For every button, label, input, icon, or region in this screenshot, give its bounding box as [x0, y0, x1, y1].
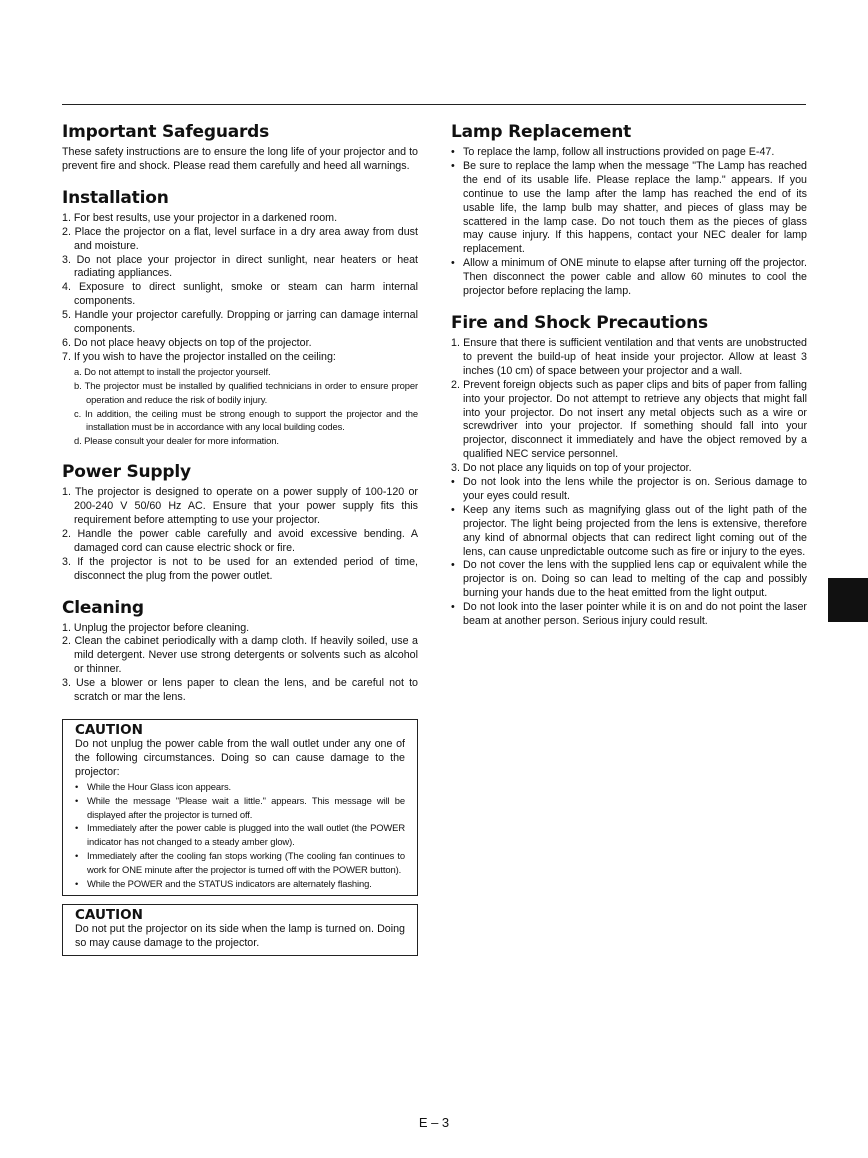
bullet-icon: • — [75, 780, 79, 792]
heading-installation: Installation — [62, 187, 169, 208]
list-item — [451, 146, 807, 160]
section-fire-shock — [451, 313, 807, 629]
list-item: 2. Handle the power cable carefully and avoid excessive bending. A damaged cord can cause electric shock or fire. — [62, 527, 418, 554]
list-item — [451, 257, 807, 299]
section-thumb-tab — [828, 578, 868, 622]
top-rule — [62, 104, 806, 105]
section-important-safeguards — [62, 122, 418, 174]
list-item — [75, 877, 405, 891]
bullet-text: Do not cover the lens with the supplied lens cap or equivalent while the projector is on. Doing so can lead to melting of the cap and possibly burning your hands due to the heat emitted from the light output. — [463, 559, 807, 600]
list-item — [451, 160, 807, 257]
bullet-icon: • — [75, 794, 79, 806]
fire-list — [451, 337, 807, 476]
list-item: 6. Do not place heavy objects on top of the projector. — [62, 336, 312, 349]
heading-cleaning: Cleaning — [62, 597, 144, 618]
list-item: 3. Do not place your projector in direct sunlight, near heaters or heat radiating appliances. — [62, 253, 418, 280]
list-item: 4. Exposure to direct sunlight, smoke or steam can harm internal components. — [62, 281, 418, 308]
bullet-text: While the POWER and the STATUS indicators are alternately flashing. — [87, 878, 372, 890]
bullet-icon: • — [75, 850, 79, 862]
bullet-icon: • — [451, 159, 455, 172]
caution-text: Do not put the projector on its side when the lamp is turned on. Doing so may cause damage to the projector. — [75, 922, 405, 949]
section-lamp-replacement — [451, 122, 807, 299]
list-item — [451, 601, 807, 629]
lamp-bullets — [451, 146, 807, 299]
ceiling-sublist — [62, 365, 418, 448]
heading-fire-shock: Fire and Shock Precautions — [451, 312, 708, 333]
heading-lamp-replacement: Lamp Replacement — [451, 122, 632, 142]
bullet-text: While the message "Please wait a little." appears. This message will be displayed after the projector is turned off. — [87, 794, 405, 820]
left-column — [62, 122, 418, 964]
right-column — [451, 122, 807, 643]
fire-bullets — [451, 476, 807, 629]
list-item: 1. Unplug the projector before cleaning. — [62, 621, 250, 634]
installation-list — [62, 212, 418, 365]
bullet-text: Immediately after the cooling fan stops working (The cooling fan continues to work for ONE minute after the projector is turned off with the POWER button). — [87, 850, 405, 876]
caution-text: Do not unplug the power cable from the wall outlet under any one of the following circumstances. Doing so can cause damage to the projector: — [75, 738, 405, 778]
bullet-icon: • — [75, 878, 79, 890]
sub-list-item: d. Please consult your dealer for more information. — [74, 435, 279, 447]
caution-bullets — [75, 780, 405, 891]
list-item: 7. If you wish to have the projector installed on the ceiling: — [62, 350, 336, 363]
list-item: 2. Prevent foreign objects such as paper clips and bits of paper from falling into your projector. Do not attempt to retrieve any objects that might fall into your projector. Do not insert any metal objects such as a wire or screwdriver into your projector. If something should fall into your projector, disconnect it immediately and have the object removed by a qualified NEC service personnel. — [451, 378, 807, 461]
bullet-icon: • — [451, 257, 455, 270]
list-item: 1. The projector is designed to operate on a power supply of 100-120 or 200-240 V 50/60 Hz AC. Ensure that your power supply fits this requirement before attempting to use your projector. — [62, 486, 418, 527]
bullet-icon: • — [451, 559, 455, 572]
list-item — [75, 780, 405, 794]
list-item: 1. For best results, use your projector in a darkened room. — [62, 211, 338, 224]
bullet-text: To replace the lamp, follow all instructions provided on page E-47. — [463, 146, 775, 158]
bullet-text: While the Hour Glass icon appears. — [87, 780, 232, 792]
cleaning-list — [62, 622, 418, 705]
list-item — [451, 559, 807, 601]
caution-heading: CAUTION — [75, 722, 143, 738]
sub-list-item: a. Do not attempt to install the projector yourself. — [74, 365, 271, 377]
bullet-icon: • — [451, 146, 455, 158]
list-item — [451, 476, 807, 504]
sub-list-item: b. The projector must be installed by qualified technicians in order to ensure proper operation and reduce the risk of bodily injury. — [74, 379, 418, 405]
bullet-icon: • — [451, 503, 455, 516]
list-item: 3. Do not place any liquids on top of your projector. — [451, 462, 692, 475]
bullet-text: Immediately after the power cable is plugged into the wall outlet (the POWER indicator has not changed to a steady amber glow). — [87, 822, 405, 848]
safeguards-text: These safety instructions are to ensure the long life of your projector and to prevent fire and shock. Please read them carefully and heed all warnings. — [62, 146, 418, 172]
list-item: 2. Place the projector on a flat, level surface in a dry area away from dust and moisture. — [62, 225, 418, 252]
bullet-text: Be sure to replace the lamp when the message "The Lamp has reached the end of its usable life. Please replace the lamp." appears. If you continue to use the lamp after the lamp has reached the end of its usable life, the lamp bulb may shatter, and pieces of glass may be scattered in the lamp case. Do not touch them as the pieces of glass may cause injury. If this happens, contact your NEC dealer for lamp replacement. — [463, 159, 807, 256]
bullet-text: Do not look into the laser pointer while it is on and do not point the laser beam at another person. Serious injury could result. — [463, 601, 807, 628]
sub-list-item: c. In addition, the ceiling must be strong enough to support the projector and the installation must be in accordance with any local building codes. — [74, 407, 418, 433]
list-item: 2. Clean the cabinet periodically with a damp cloth. If heavily soiled, use a mild detergent. Never use strong detergents or solvents such as alcohol or thinner. — [62, 635, 418, 676]
caution-box-unplug — [62, 719, 418, 896]
caution-heading: CAUTION — [75, 906, 143, 923]
bullet-icon: • — [451, 601, 455, 614]
list-item — [75, 821, 405, 849]
bullet-text: Do not look into the lens while the projector is on. Serious damage to your eyes could result. — [463, 476, 807, 502]
list-item: 3. Use a blower or lens paper to clean the lens, and be careful not to scratch or mar the lens. — [62, 677, 418, 704]
bullet-text: Keep any items such as magnifying glass out of the light path of the projector. The light being projected from the lens is extensive, therefore any kind of abnormal objects that can redirect light coming out of the lens, can cause unpredictable outcome such as fire or injury to the eyes. — [463, 503, 807, 558]
list-item: 3. If the projector is not to be used for an extended period of time, disconnect the plug from the power outlet. — [62, 555, 418, 582]
heading-important-safeguards: Important Safeguards — [62, 122, 270, 142]
caution-box-side — [62, 904, 418, 956]
bullet-text: Allow a minimum of ONE minute to elapse after turning off the projector. Then disconnect the power cable and allow 60 minutes to cool the projector before replacing the lamp. — [463, 257, 807, 298]
list-item: 5. Handle your projector carefully. Dropping or jarring can damage internal components. — [62, 309, 418, 336]
bullet-icon: • — [75, 822, 79, 834]
bullet-icon: • — [451, 476, 455, 489]
list-item — [75, 849, 405, 877]
page-number: E – 3 — [418, 1115, 450, 1130]
power-list — [62, 486, 418, 583]
section-cleaning — [62, 598, 418, 705]
heading-power-supply: Power Supply — [62, 462, 191, 483]
list-item — [451, 504, 807, 560]
list-item: 1. Ensure that there is sufficient ventilation and that vents are unobstructed to prevent the build-up of heat inside your projector. Allow at least 3 inches (10 cm) of space between your projector and a wall. — [451, 336, 807, 377]
list-item — [75, 794, 405, 822]
section-installation — [62, 188, 418, 448]
section-power-supply — [62, 462, 418, 583]
